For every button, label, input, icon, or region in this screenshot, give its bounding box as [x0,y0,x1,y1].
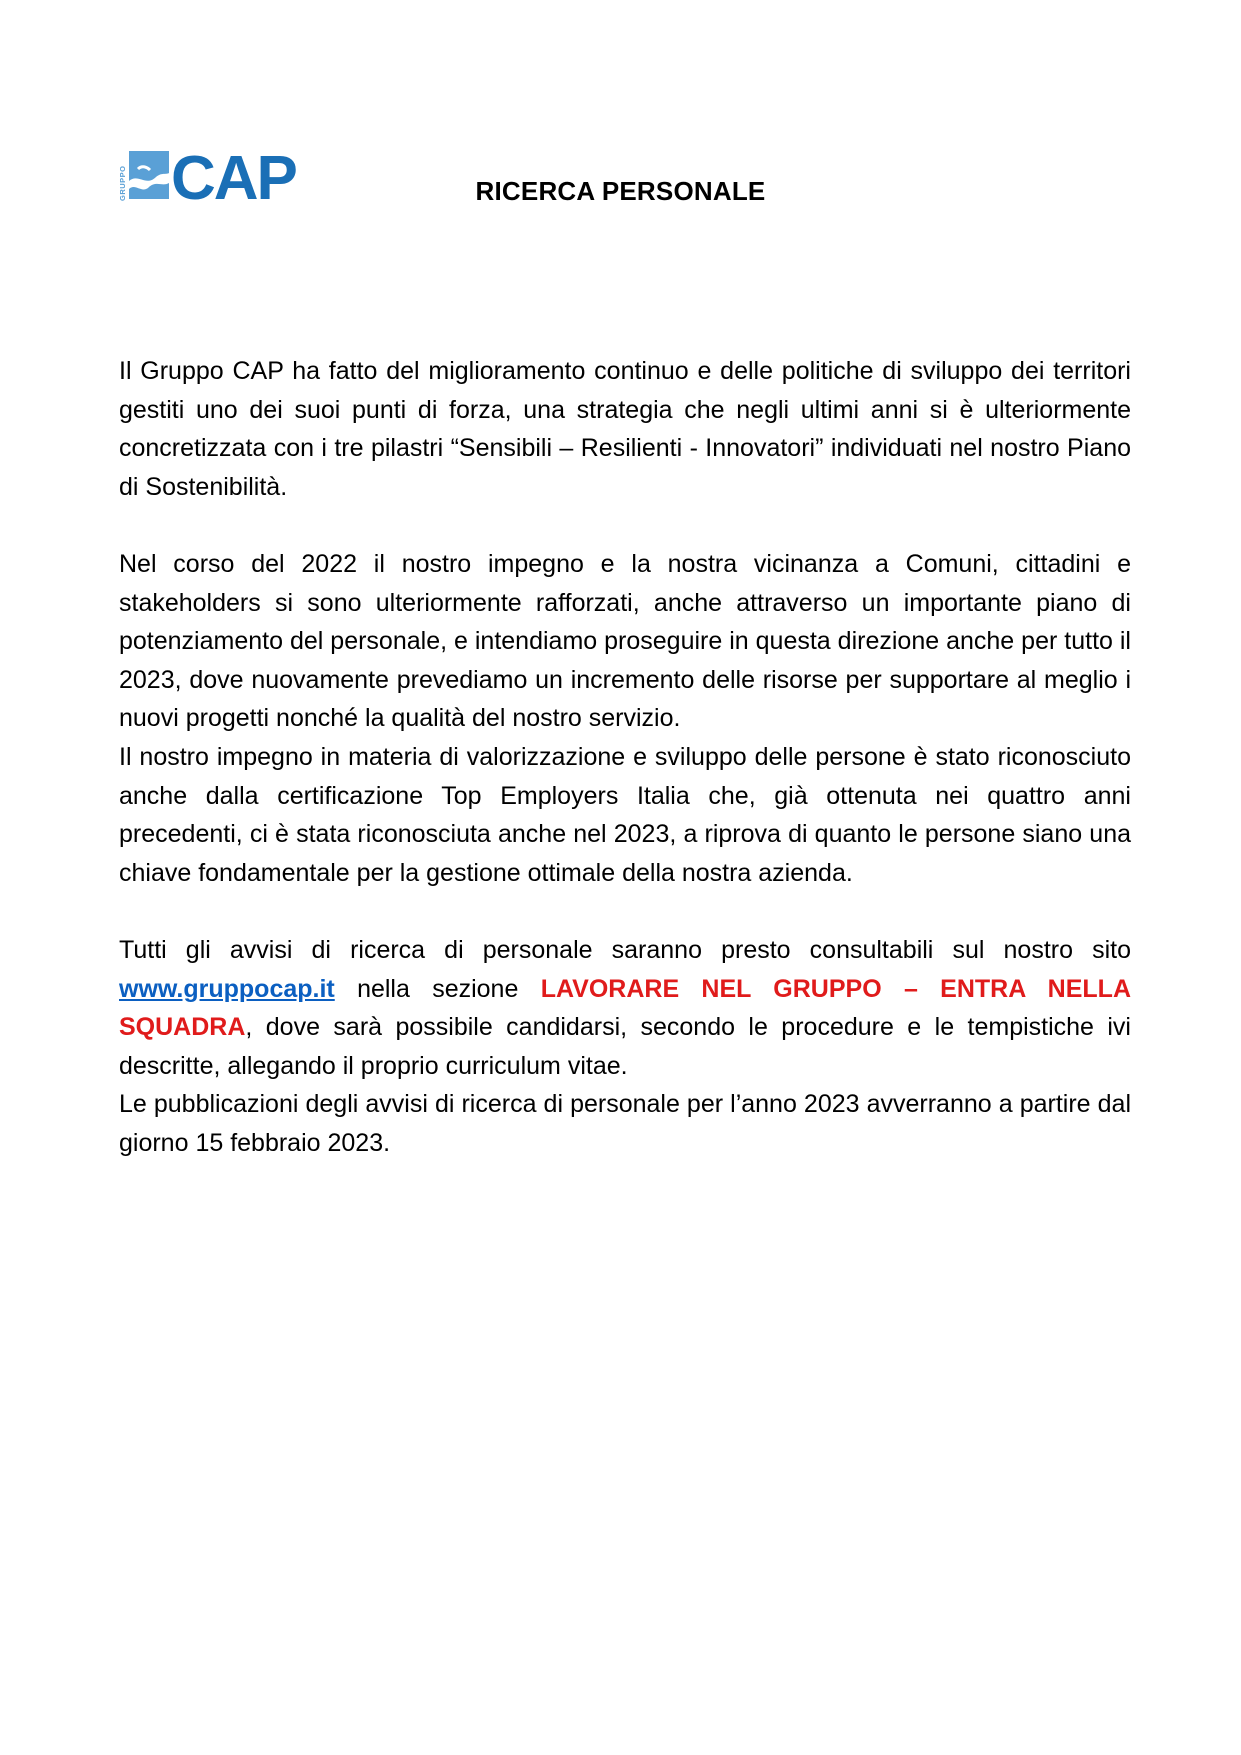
avvisi-text-start: Tutti gli avvisi di ricerca di personale saranno presto consultabili sul nostro sito [119,935,1131,964]
logo-small-text: GRUPPO [118,165,127,201]
paragraph-spacer [119,892,1131,931]
paragraph-avvisi [119,931,1131,1085]
document-body [119,352,1131,1162]
gruppocap-link[interactable]: www.gruppocap.it [119,974,335,1003]
avvisi-text-end: , dove sarà possibile candidarsi, secondo le procedure e le tempistiche ivi descritte, allegando il proprio curriculum vitae. [119,1013,1131,1080]
logo-text: CAP [171,147,296,203]
paragraph-intro: Il Gruppo CAP ha fatto del miglioramento continuo e delle politiche di sviluppo dei territori gestiti uno dei suoi punti di forza, una strategia che negli ultimi anni si è ulteriormente concretizzata con i tre pilastri “Sensibili – Resilienti - Innovatori” individuati nel nostro Piano di Sostenibilità. [119,357,1131,501]
avvisi-text-mid: nella sezione [334,974,541,1003]
paragraph-2022: Nel corso del 2022 il nostro impegno e la nostra vicinanza a Comuni, cittadini e stakeholders si sono ulteriormente rafforzati, anche attraverso un importante piano di potenziamento del personale, e intendiamo proseguire in questa direzione anche per tutto il 2023, dove nuovamente prevediamo un incremento delle risorse per supportare al meglio i nuovi progetti nonché la qualità del nostro servizio. [119,549,1131,733]
paragraph-top-employers: Il nostro impegno in materia di valorizzazione e sviluppo delle persone è stato riconosciuto anche dalla certificazione Top Employers Italia che, già ottenuta nei quattro anni precedenti, ci è stata riconosciuta anche nel 2023, a riprova di quanto le persone siano una chiave fondamentale per la gestione ottimale della nostra azienda. [119,742,1131,887]
paragraph-spacer [119,506,1131,545]
paragraph-pubblicazioni: Le pubblicazioni degli avvisi di ricerca di personale per l’anno 2023 avverranno a partire dal giorno 15 febbraio 2023. [119,1090,1131,1157]
page-title: RICERCA PERSONALE [475,176,766,206]
section-name-highlight: LAVORARE NEL GRUPPO – ENTRA NELLA SQUADRA [119,974,1131,1042]
